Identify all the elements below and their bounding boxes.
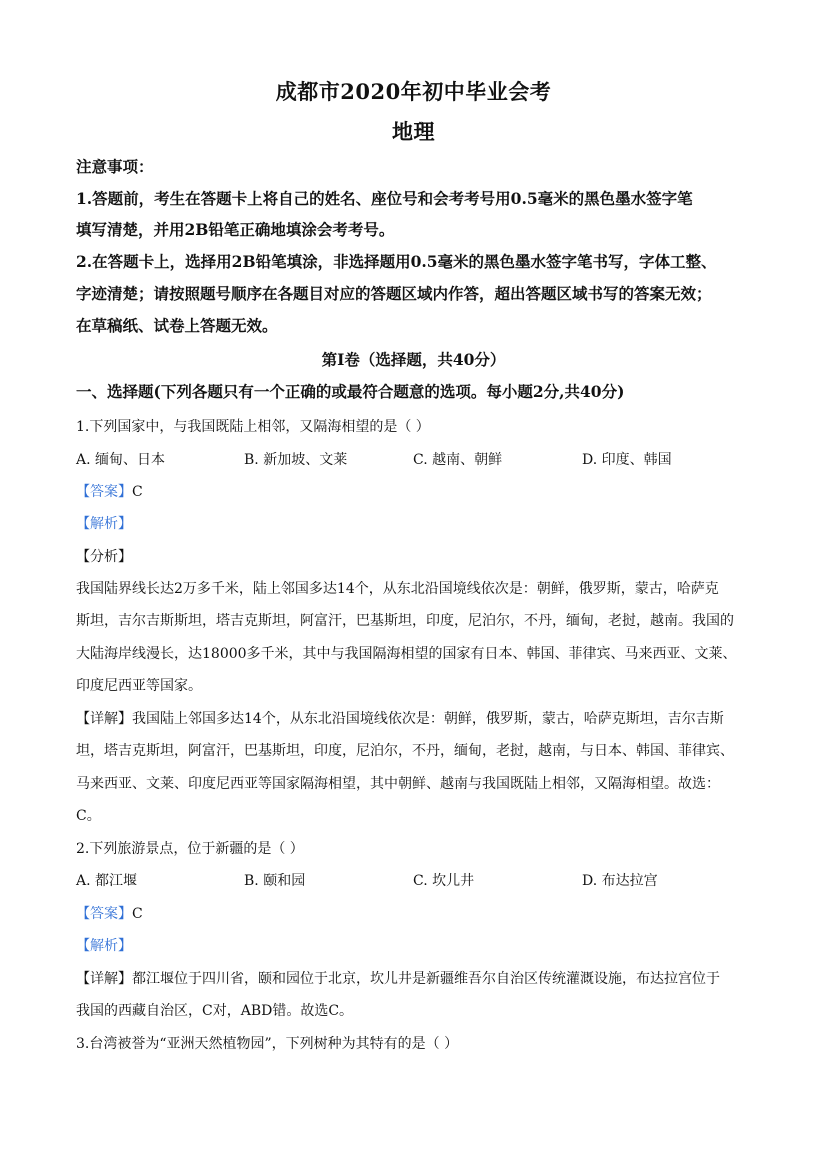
q1-fenxi-line: 大陆海岸线漫长，达18000多千米，其中与我国隔海相望的国家有日本、韩国、菲律宾、马来西亚、文莱、 — [76, 646, 737, 662]
answer-value: C — [132, 906, 143, 922]
question-1-stem: 1.下列国家中，与我国既陆上相邻，又隔海相望的是（ ） — [76, 419, 430, 435]
notice-line: 在草稿纸、试卷上答题无效。 — [76, 316, 278, 335]
question-2-stem: 2.下列旅游景点，位于新疆的是（ ） — [76, 841, 304, 857]
q1-detail-line: 坦，塔吉克斯坦，阿富汗，巴基斯坦，印度，尼泊尔，不丹，缅甸，老挝，越南，与日本、韩国、菲律宾、 — [76, 743, 734, 759]
notice-heading: 注意事项： — [76, 157, 154, 176]
q2-analysis-tag: 【解析】 — [76, 938, 132, 954]
q1-option-c: C. 越南、朝鲜 — [413, 452, 503, 468]
q1-option-d: D. 印度、韩国 — [582, 452, 672, 468]
notice-line: 2.在答题卡上，选择用2B铅笔填涂，非选择题用0.5毫米的黑色墨水签字笔书写，字体工整、 — [76, 252, 717, 271]
q1-fenxi-line: 我国陆界线长达2万多千米，陆上邻国多达14个，从东北沿国境线依次是：朝鲜，俄罗斯，蒙古，哈萨克 — [76, 581, 719, 597]
q2-option-a: A. 都江堰 — [76, 873, 138, 889]
q2-detail-line: 我国的西藏自治区，C对，ABD错。故选C。 — [76, 1003, 354, 1019]
question-3-stem: 3.台湾被誉为“亚洲天然植物园”，下列树种为其特有的是（ ） — [76, 1036, 459, 1052]
answer-value: C — [132, 484, 143, 500]
subject-title: 地理 — [392, 119, 435, 144]
notice-line: 字迹清楚；请按照题号顺序在各题目对应的答题区域内作答，超出答题区域书写的答案无效； — [76, 284, 712, 303]
q1-detail-line: 马来西亚、文莱、印度尼西亚等国家隔海相望，其中朝鲜、越南与我国既陆上相邻，又隔海相望。故选： — [76, 776, 720, 792]
q1-fenxi-line: 斯坦，吉尔吉斯斯坦，塔吉克斯坦，阿富汗，巴基斯坦，印度，尼泊尔，不丹，缅甸，老挝，越南。我国的 — [76, 613, 734, 629]
q2-option-d: D. 布达拉宫 — [582, 873, 658, 889]
answer-tag: 【答案】 — [76, 484, 132, 500]
q2-option-c: C. 坎儿井 — [413, 873, 475, 889]
notice-line: 填写清楚，并用2B铅笔正确地填涂会考考号。 — [76, 220, 395, 239]
q2-answer — [76, 904, 143, 924]
part-heading: 一、选择题(下列各题只有一个正确的或最符合题意的选项。每小题2分,共40分) — [76, 382, 625, 401]
q1-option-b: B. 新加坡、文莱 — [244, 452, 348, 468]
q1-fenxi-tag: 【分析】 — [76, 549, 132, 565]
document-title: 成都市2020年初中毕业会考 — [275, 79, 552, 104]
answer-tag: 【答案】 — [76, 906, 132, 922]
q2-option-b: B. 颐和园 — [244, 873, 306, 889]
q1-detail-line: C。 — [76, 808, 101, 824]
section-title: 第Ⅰ卷（选择题，共40分） — [321, 350, 506, 369]
notice-line: 1.答题前，考生在答题卡上将自己的姓名、座位号和会考考号用0.5毫米的黑色墨水签字笔 — [76, 189, 693, 208]
q1-detail-line: 【详解】我国陆上邻国多达14个，从东北沿国境线依次是：朝鲜，俄罗斯，蒙古，哈萨克斯坦，吉尔吉斯 — [76, 711, 724, 727]
q2-detail-line: 【详解】都江堰位于四川省，颐和园位于北京，坎儿井是新疆维吾尔自治区传统灌溉设施，布达拉宫位于 — [76, 971, 720, 987]
q1-analysis-tag: 【解析】 — [76, 516, 132, 532]
q1-answer — [76, 482, 143, 502]
q1-option-a: A. 缅甸、日本 — [76, 452, 166, 468]
q1-fenxi-line: 印度尼西亚等国家。 — [76, 678, 202, 694]
